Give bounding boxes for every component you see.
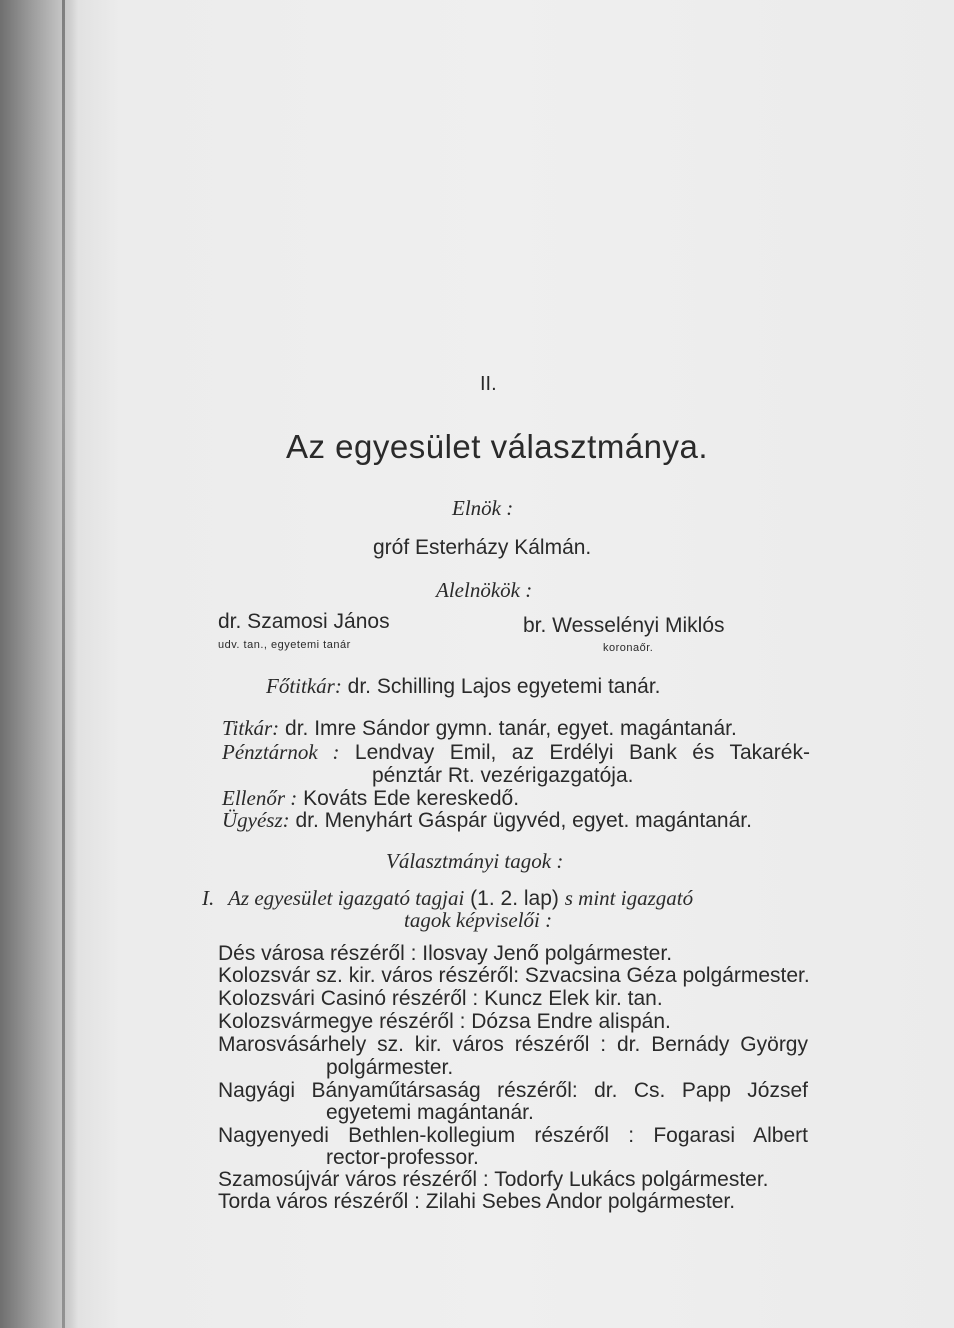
member-line: Nagyenyedi Bethlen-kollegium részéről : Fogarasi Albert xyxy=(218,1124,808,1147)
book-spine-shadow xyxy=(0,0,78,1328)
member-line-continued: egyetemi magántanár. xyxy=(326,1101,534,1124)
committee-label: Választmányi tagok : xyxy=(386,849,564,873)
member-line: Nagyági Bányaműtársaság részéről: dr. Cs. Papp József xyxy=(218,1079,808,1102)
officer-text: Kováts Ede kereskedő. xyxy=(303,787,520,810)
subsection-heading-c: s mint igazgató xyxy=(564,886,694,910)
binding-edge xyxy=(62,0,65,1328)
officer-text: dr. Menyhárt Gáspár ügyvéd, egyet. magántanár. xyxy=(295,809,752,832)
officer-line-secretary-general xyxy=(266,674,661,699)
member-line: Dés városa részéről : Ilosvay Jenő polgármester. xyxy=(218,942,673,965)
officer-line-attorney xyxy=(222,808,752,833)
member-line: Kolozsvári Casinó részéről : Kuncz Elek kir. tan. xyxy=(218,987,663,1010)
page-title: Az egyesület választmánya. xyxy=(286,428,709,465)
section-number: II. xyxy=(480,373,497,395)
vice-presidents-label: Alelnökök : xyxy=(436,578,533,602)
president-label: Elnök : xyxy=(452,496,514,520)
member-line: Torda város részéről : Zilahi Sebes Andor polgármester. xyxy=(218,1190,736,1213)
member-line: Kolozsvármegye részéről : Dózsa Endre alispán. xyxy=(218,1010,671,1033)
officer-text: Lendvay Emil, az Erdélyi Bank és Takarék- xyxy=(354,741,810,764)
member-line: Szamosújvár város részéről : Todorfy Lukács polgármester. xyxy=(218,1168,769,1191)
officer-role: Pénztárnok : xyxy=(222,740,340,764)
officer-line-treasurer-continued: pénztár Rt. vezérigazgatója. xyxy=(372,764,634,787)
subsection-heading-a: Az egyesület igazgató tagjai xyxy=(228,886,465,910)
vice-president-right-title: koronaőr. xyxy=(603,642,654,654)
officer-text: dr. Imre Sándor gymn. tanár, egyet. magántanár. xyxy=(285,717,737,740)
member-line: Kolozsvár sz. kir. város részéről: Szvacsina Géza polgármester. xyxy=(218,964,810,987)
member-line-continued: polgármester. xyxy=(326,1056,454,1079)
officer-role: Főtitkár: xyxy=(266,674,342,698)
officer-line-secretary xyxy=(222,716,737,741)
vice-president-left-name: dr. Szamosi János xyxy=(218,610,390,633)
subsection-heading-line2: tagok képviselői : xyxy=(404,908,553,932)
member-line-continued: rector-professor. xyxy=(326,1146,479,1169)
officer-line-treasurer xyxy=(222,740,810,765)
officer-role: Ügyész: xyxy=(222,808,290,832)
vice-president-left-title: udv. tan., egyetemi tanár xyxy=(218,639,351,651)
vice-president-right-name: br. Wesselényi Miklós xyxy=(523,614,725,637)
subsection-number: I. xyxy=(202,886,215,910)
officer-role: Ellenőr : xyxy=(222,786,298,810)
member-line: Marosvásárhely sz. kir. város részéről : dr. Bernády György xyxy=(218,1033,808,1056)
president-name: gróf Esterházy Kálmán. xyxy=(373,536,592,559)
officer-text: dr. Schilling Lajos egyetemi tanár. xyxy=(347,675,661,698)
officer-role: Titkár: xyxy=(222,716,280,740)
subsection-heading-b: (1. 2. lap) xyxy=(470,887,559,910)
